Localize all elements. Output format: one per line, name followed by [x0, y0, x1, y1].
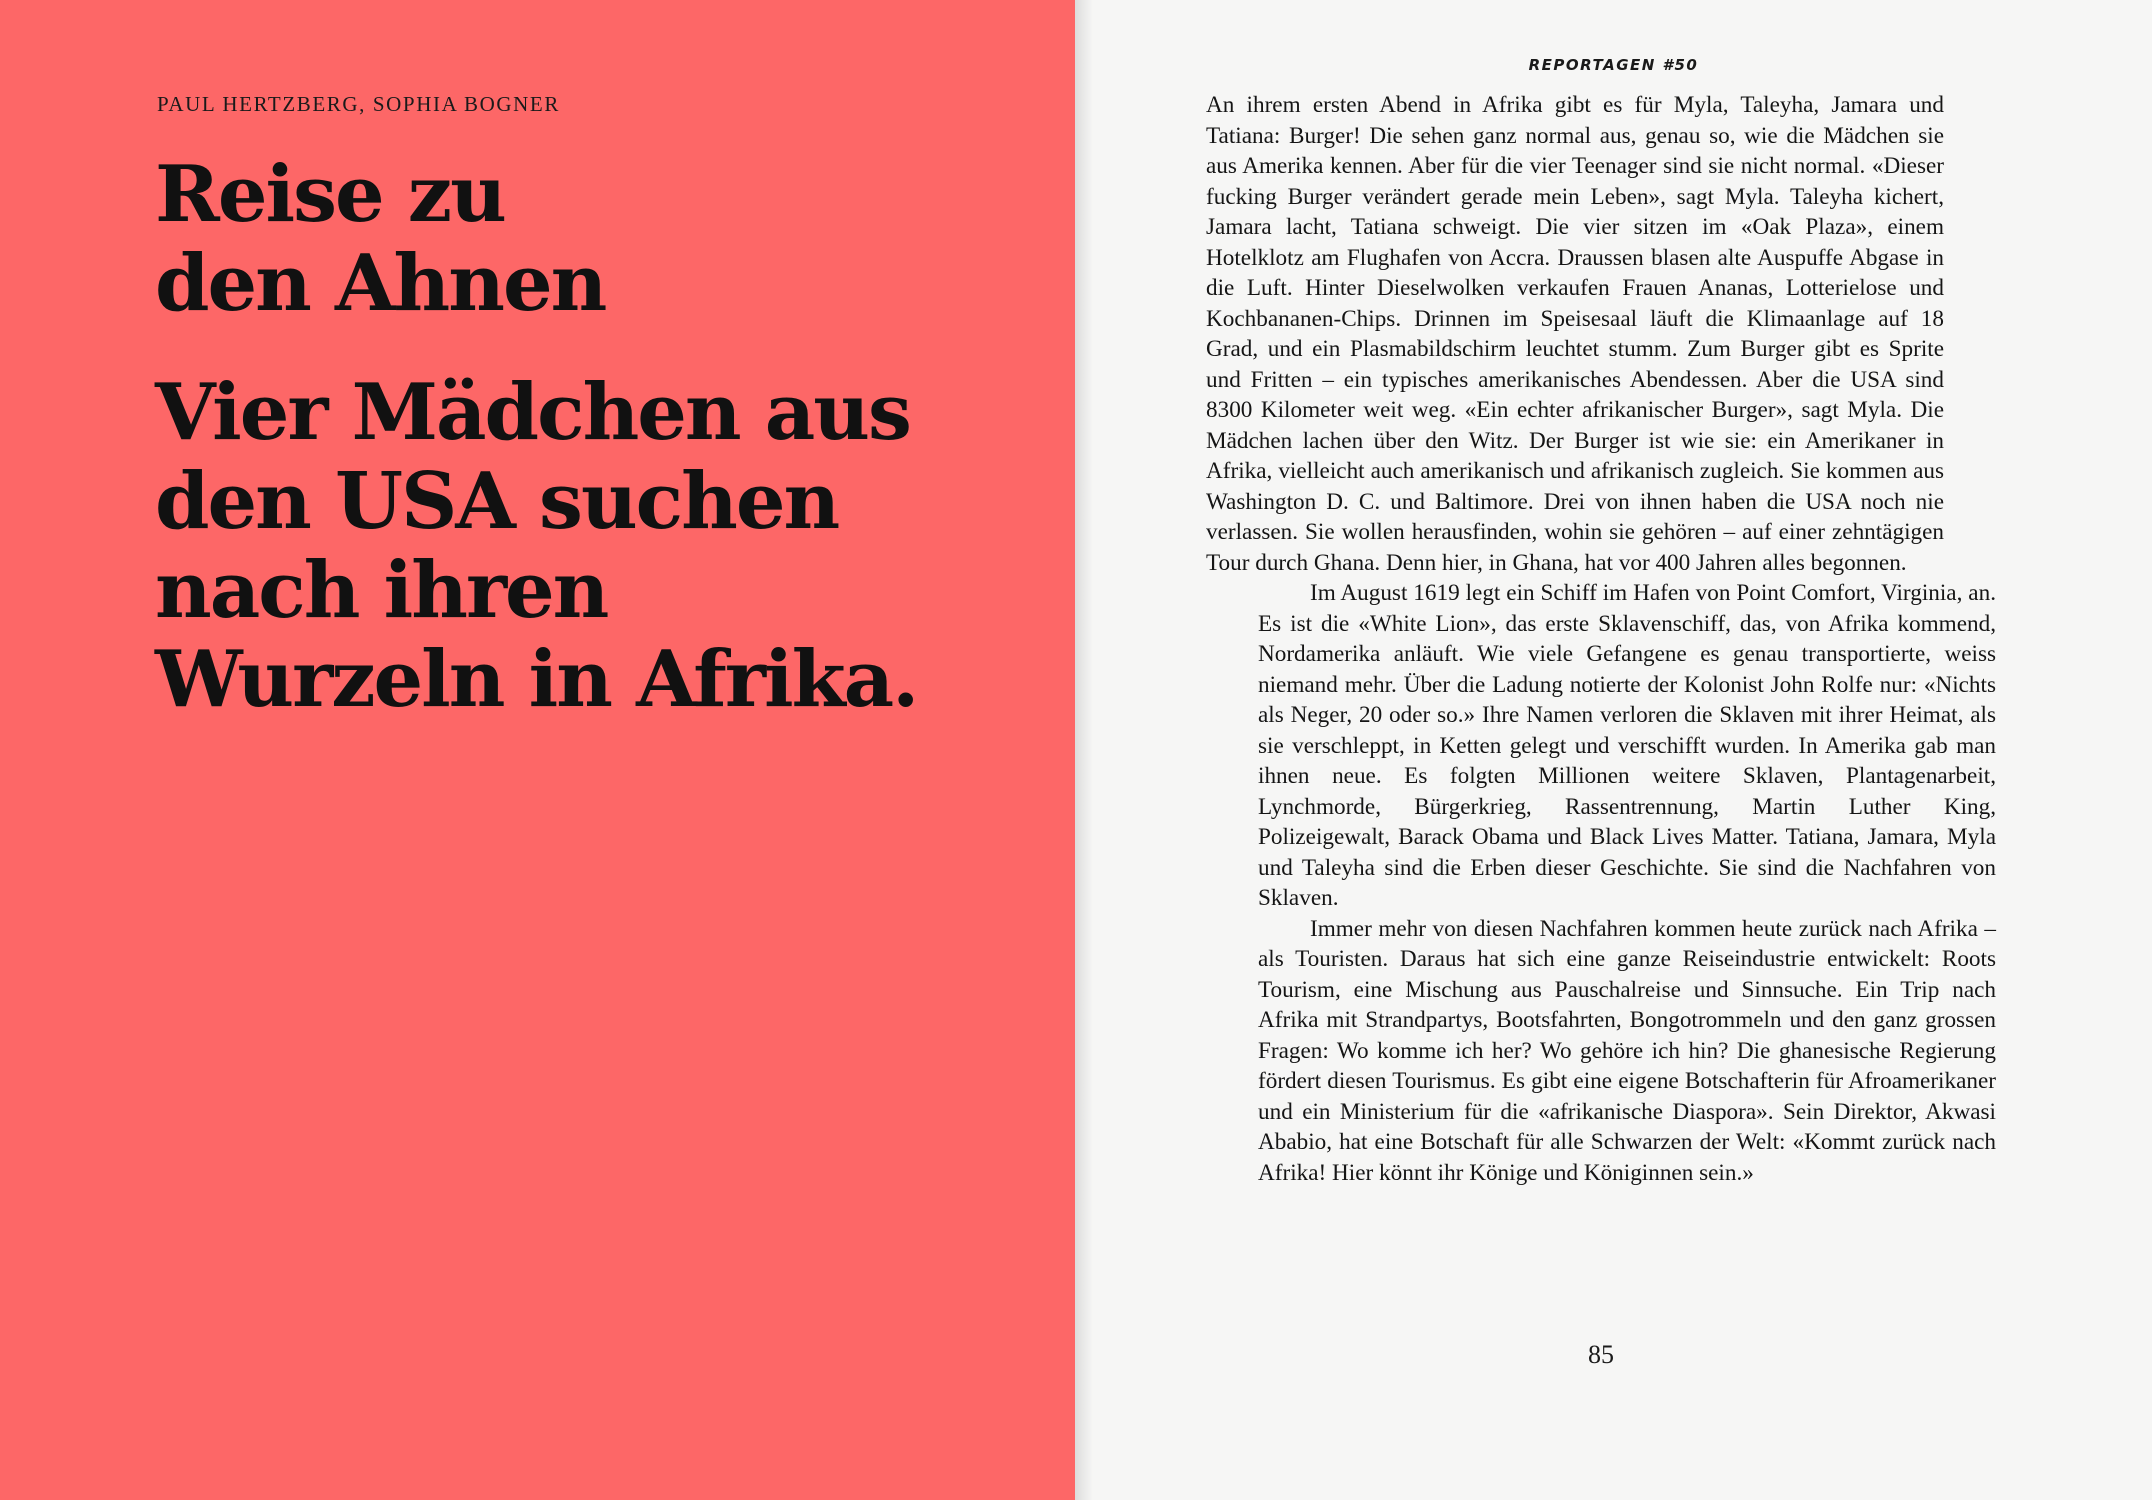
article-title	[155, 150, 605, 328]
left-page	[0, 0, 1075, 1500]
article-subtitle-line: den USA suchen	[155, 456, 839, 547]
article-subtitle-line: nach ihren	[155, 545, 608, 636]
article-subtitle-line: Wurzeln in Afrika.	[155, 634, 918, 725]
body-paragraph: Immer mehr von diesen Nachfahren kommen heute zurück nach Afrika – als Touristen. Daraus hat sich eine ganze Reiseindustrie entwickelt: Roots Tourism, eine Mischung aus Pauschalreise und Sinnsuche. Ein Trip nach Afrika mit Strandpartys, Bootsfahrten, Bongotrommeln und den ganz grossen Fragen: Wo komme ich her? Wo gehöre ich hin? Die ghanesische Regierung fördert diesen Tourismus. Es gibt eine eigene Botschafterin für Afroamerikaner und ein Ministerium für die «afrikanische Diaspora». Sein Direktor, Akwasi Ababio, hat eine Botschaft für alle Schwarzen der Welt: «Kommt zurück nach Afrika! Hier könnt ihr Könige und Königinnen sein.»	[1258, 915, 1996, 1186]
article-body	[1206, 90, 1996, 1188]
article-subtitle-line: Vier Mädchen aus	[155, 367, 910, 458]
running-head: REPORTAGEN #50	[1528, 56, 1699, 74]
body-paragraph: Im August 1619 legt ein Schiff im Hafen von Point Comfort, Virginia, an. Es ist die «White Lion», das erste Sklavenschiff, das, von Afrika kommend, Nordamerika anläuft. Wie viele Gefangene es genau transportierte, weiss niemand mehr. Über die Ladung notierte der Kolonist John Rolfe nur: «Nichts als Neger, 20 oder so.» Ihre Namen verloren die Sklaven mit ihrer Heimat, als sie verschleppt, in Ketten gelegt und verschifft wurden. In Amerika gab man ihnen neue. Es folgten Millionen weitere Sklaven, Plantagenarbeit, Lynchmorde, Bürgerkrieg, Rassentrennung, Martin Luther King, Polizeigewalt, Barack Obama und Black Lives Matter. Tatiana, Jamara, Myla und Taleyha sind die Erben dieser Geschichte. Sie sind die Nachfahren von Sklaven.	[1258, 580, 1996, 911]
article-title-line: den Ahnen	[155, 238, 606, 329]
article-title-line: Reise zu	[155, 149, 505, 240]
page-number: 85	[1588, 1340, 1614, 1369]
article-subtitle	[155, 368, 917, 724]
body-paragraph: An ihrem ersten Abend in Afrika gibt es für Myla, Taleyha, Jamara und Tatiana: Burger! Die sehen ganz normal aus, genau so, wie die Mädchen sie aus Amerika kennen. Aber für die vier Teenager sind sie nicht normal. «Dieser fucking Burger verändert gerade mein Leben», sagt Myla. Taleyha kichert, Jamara lacht, Tatiana schweigt. Die vier sitzen im «Oak Plaza», einem Hotelklotz am Flughafen von Accra. Draussen blasen alte Auspuffe Abgase in die Luft. Hinter Dieselwolken verkaufen Frauen Ananas, Lotterielose und Kochbananen-Chips. Drinnen im Speisesaal läuft die Klimaanlage auf 18 Grad, und ein Plasmabildschirm leuchtet stumm. Zum Burger gibt es Sprite und Fritten – ein typisches amerikanisches Abendessen. Aber die USA sind 8300 Kilometer weit weg. «Ein echter afrikanischer Burger», sagt Myla. Die Mädchen lachen über den Witz. Der Burger ist wie sie: ein Amerikaner in Afrika, vielleicht auch amerikanisch und afrikanisch zugleich. Sie kommen aus Washington D. C. und Baltimore. Drei von ihnen haben die USA noch nie verlassen. Sie wollen herausfinden, wohin sie gehören – auf einer zehntägigen Tour durch Ghana. Denn hier, in Ghana, hat vor 400 Jahren alles begonnen.	[1206, 92, 1944, 576]
author-byline: PAUL HERTZBERG, SOPHIA BOGNER	[157, 92, 560, 116]
gutter-shadow	[1075, 0, 1093, 1500]
